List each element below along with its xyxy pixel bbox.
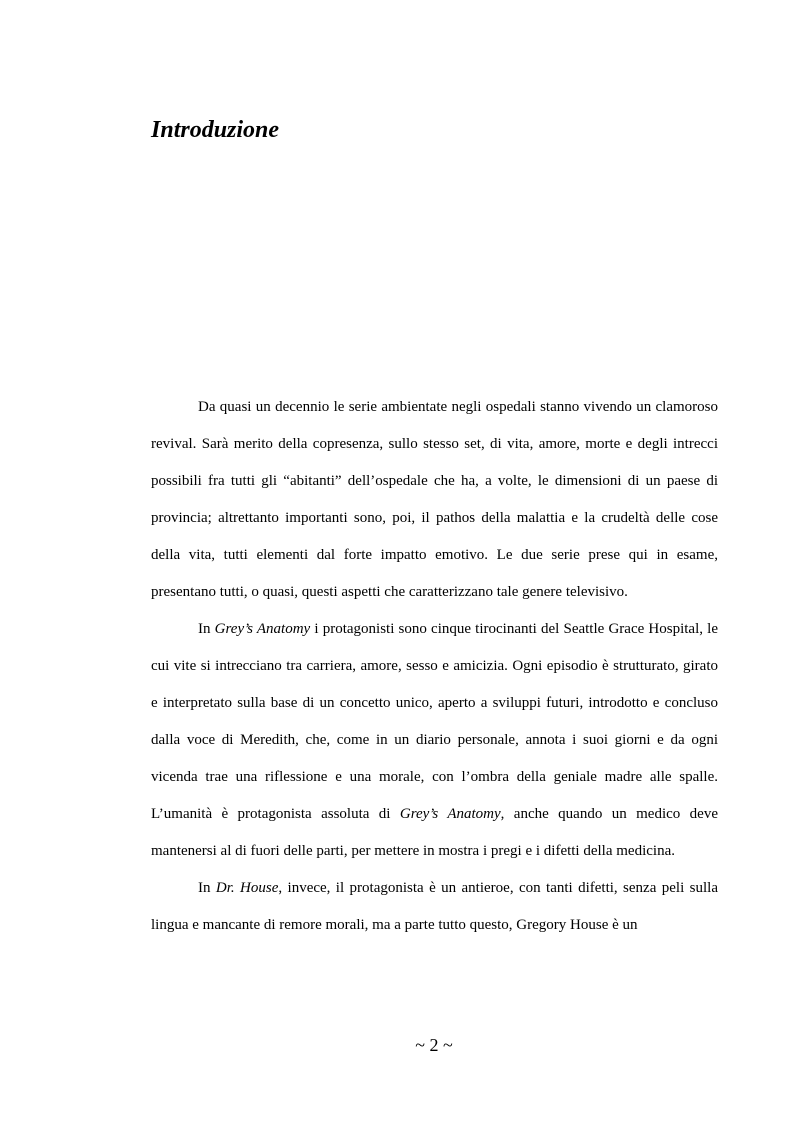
body-text	[151, 389, 718, 944]
paragraph-1	[151, 389, 718, 611]
paragraph-2-text-1: In	[198, 621, 215, 637]
show-title-greys-anatomy: Grey’s Anatomy	[214, 621, 311, 637]
paragraph-2-text-2: i protagonisti sono cinque tirocinanti del Seattle Grace Hospital, le cui vite si intrecciano tra carriera, amore, sesso e amicizia. Ogni episodio è strutturato, girato e interpretato sulla base di un concetto unico, aperto a sviluppi futuri, introdotto e concluso dalla voce di Meredith, che, come in un diario personale, annota i suoi giorni e da ogni vicenda trae una riflessione e una morale, con l’ombra della geniale madre alle spalle. L’umanità è protagonista assoluta di	[151, 621, 718, 822]
paragraph-2-text-3: , anche quando un medico deve mantenersi al di fuori delle parti, per mettere in mostra i pregi e i difetti della medicina.	[151, 806, 718, 859]
page-number: ~ 2 ~	[415, 1035, 453, 1055]
show-title-greys-anatomy-2: Grey’s Anatomy	[399, 806, 501, 822]
paragraph-3-text-2: , invece, il protagonista è un antieroe, con tanti difetti, senza peli sulla lingua e mancante di remore morali, ma a parte tutto questo, Gregory House è un	[151, 880, 718, 933]
paragraph-1-text: Da quasi un decennio le serie ambientate negli ospedali stanno vivendo un clamoroso revival. Sarà merito della copresenza, sullo stesso set, di vita, amore, morte e degli intrecci possibili fra tutti gli “abitanti” dell’ospedale che ha, a volte, le dimensioni di un paese di provincia; altrettanto importanti sono, poi, il pathos della malattia e la crudeltà delle cose della vita, tutti elementi dal forte impatto emotivo. Le due serie prese qui in esame, presentano tutti, o quasi, questi aspetti che caratterizzano tale genere televisivo.	[151, 399, 718, 600]
paragraph-2	[151, 611, 718, 870]
paragraph-3-text-1: In	[198, 880, 216, 896]
show-title-dr-house: Dr. House	[215, 880, 279, 896]
paragraph-3	[151, 870, 718, 944]
chapter-title: Introduzione	[151, 117, 280, 143]
